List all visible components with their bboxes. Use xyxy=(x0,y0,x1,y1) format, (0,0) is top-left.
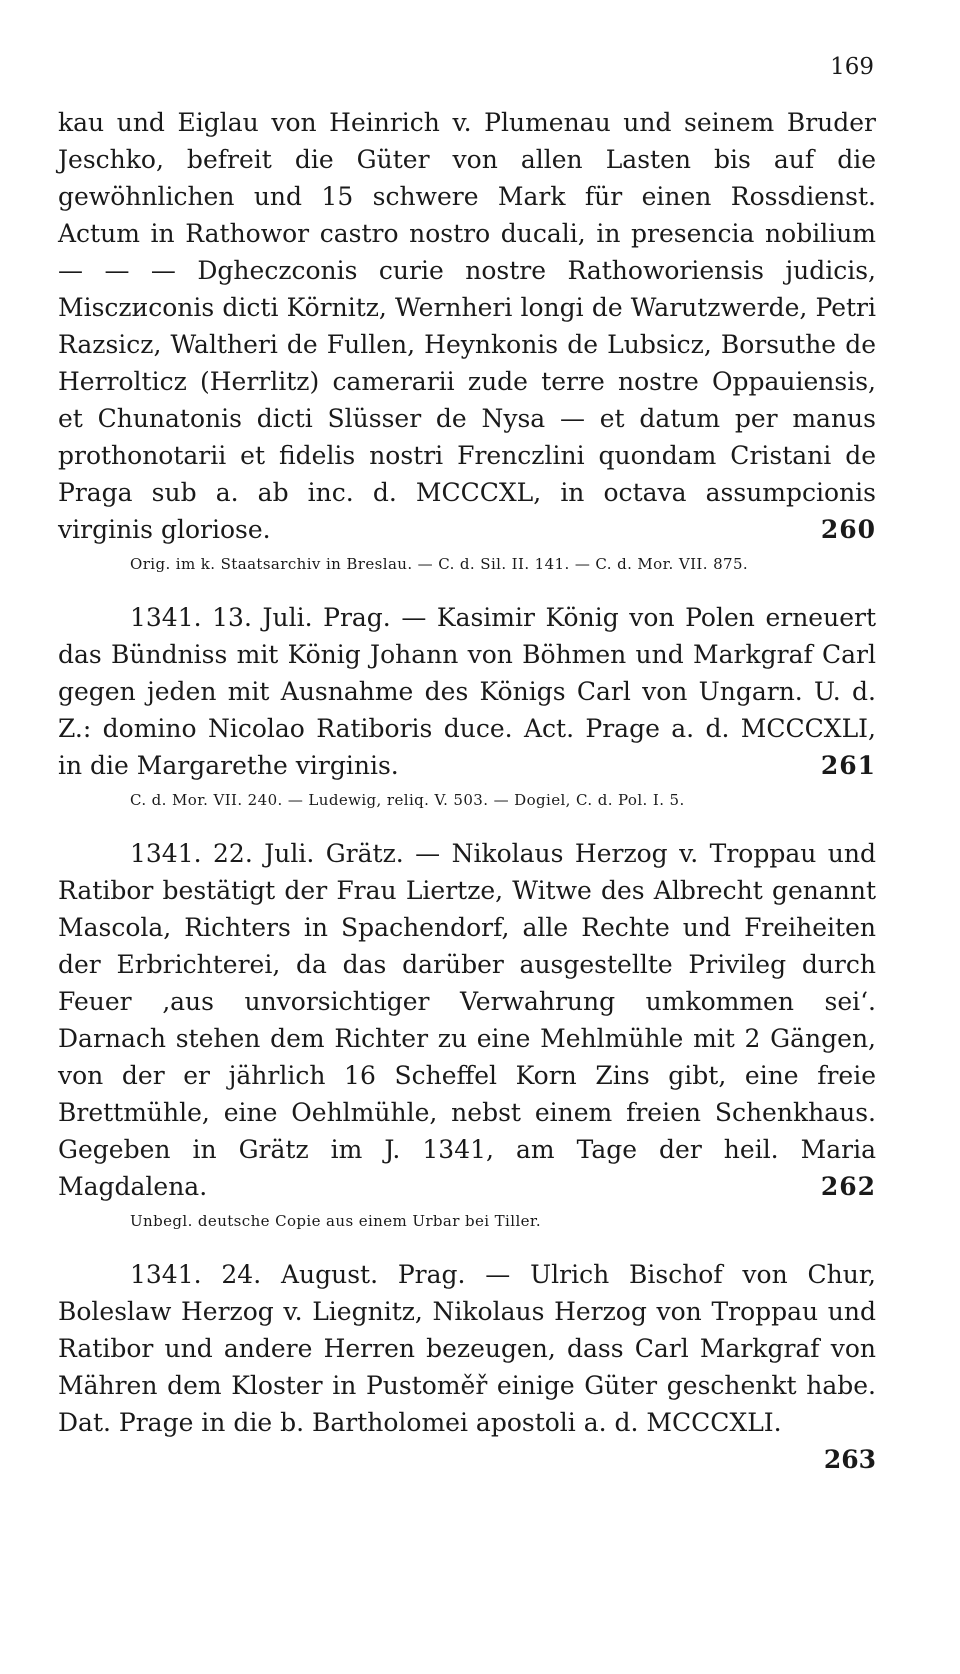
entry-body: 1341. 22. Juli. Grätz. — Nikolaus Herzog v. Troppau und Ratibor bestätigt der Frau Liertze, Witwe des Albrecht genannt Mascola, Richters in Spachendorf, alle Rechte und Freiheiten der Erbrichterei, da das darüber ausgestellte Privileg durch Feuer ‚aus unvorsichtiger Verwahrung umkommen sei‘. Darnach stehen dem Richter zu eine Mehlmühle mit 2 Gängen, von der er jährlich 16 Scheffel Korn Zins gibt, eine freie Brettmühle, eine Oehlmühle, nebst einem freien Schenkhaus. Gegeben in Grätz im J. 1341, am Tage der heil. Maria Magdalena. xyxy=(58,839,876,1201)
entry-number: 263 xyxy=(823,1445,876,1474)
document-entry-261 xyxy=(58,599,876,784)
entry-number: 262 xyxy=(820,1172,876,1201)
entry-body: 1341. 13. Juli. Prag. — Kasimir König von Polen erneuert das Bündniss mit König Johann von Böhmen und Markgraf Carl gegen jeden mit Ausnahme des Königs Carl von Ungarn. U. d. Z.: domino Nicolao Ratiboris duce. Act. Prage a. d. MCCCXLI, in die Margarethe virginis. xyxy=(58,603,876,780)
entry-source-note: C. d. Mor. VII. 240. — Ludewig, reliq. V. 503. — Dogiel, C. d. Pol. I. 5. xyxy=(130,791,685,809)
entry-body: 1341. 24. August. Prag. — Ulrich Bischof von Chur, Boleslaw Herzog v. Liegnitz, Nikolaus Herzog von Troppau und Ratibor und andere Herren bezeugen, dass Carl Markgraf von Mähren dem Kloster in Pustoměř einige Güter geschenkt habe. Dat. Prage in die b. Bartholomei apostoli a. d. MCCCXLI. xyxy=(58,1260,876,1437)
page-number: 169 xyxy=(830,54,874,80)
entry-text xyxy=(58,1256,876,1441)
entry-text xyxy=(58,599,876,784)
document-entry-262 xyxy=(58,835,876,1205)
document-entry-263 xyxy=(58,1256,876,1441)
document-entry-260 xyxy=(58,104,876,548)
entry-source-note: Unbegl. deutsche Copie aus einem Urbar bei Tiller. xyxy=(130,1212,542,1230)
entry-text xyxy=(58,104,876,548)
entry-source-note: Orig. im k. Staatsarchiv in Breslau. — C. d. Sil. II. 141. — C. d. Mor. VII. 875. xyxy=(130,555,749,573)
entry-body: kau und Eiglau von Heinrich v. Plumenau und seinem Bruder Jeschko, befreit die Güter von allen Lasten bis auf die gewöhnlichen und 15 schwere Mark für einen Rossdienst. Actum in Rathowor castro nostro ducali, in presencia nobilium — — — Dgheczconis curie nostre Rathoworiensis judicis, Misczиconis dicti Körnitz, Wernheri longi de Warutzwerde, Petri Razsicz, Waltheri de Fullen, Heynkonis de Lubsicz, Borsuthe de Herrolticz (Herrlitz) camerarii zude terre nostre Oppauiensis, et Chunatonis dicti Slüsser de Nysa — et datum per manus prothonotarii et fidelis nostri Frenczlini quondam Cristani de Praga sub a. ab inc. d. MCCCXL, in octava assumpcionis virginis gloriose. xyxy=(58,108,876,544)
entry-text xyxy=(58,835,876,1205)
entry-number: 260 xyxy=(820,515,876,544)
entry-number: 261 xyxy=(820,751,876,780)
document-page xyxy=(58,52,876,1478)
